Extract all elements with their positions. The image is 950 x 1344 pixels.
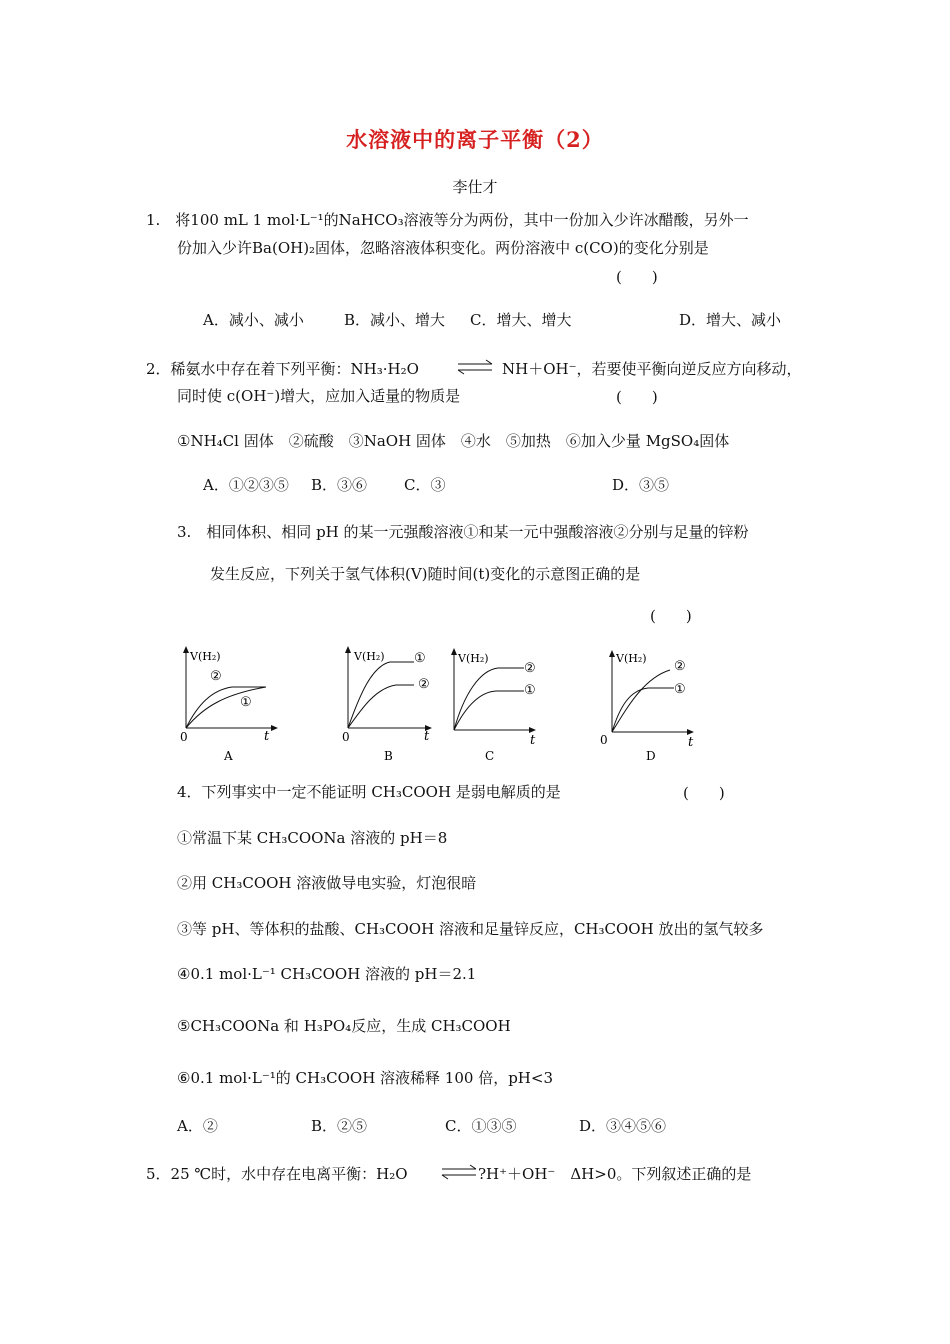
q1-answer-paren: ( ) (616, 268, 658, 286)
q2-items: ①NH₄Cl 固体 ②硫酸 ③NaOH 固体 ④水 ⑤加热 ⑥加入少量 MgSO₄固体 (177, 432, 730, 450)
q4-option-d: D．③④⑤⑥ (579, 1117, 667, 1135)
q4-statement-3: ③等 pH、等体积的盐酸、CH₃COOH 溶液和足量锌反应，CH₃COOH 放出的氢气较多 (177, 920, 764, 938)
q1-option-b: B．减小、增大 (344, 311, 446, 329)
graph-c-ylabel: V(H₂) (458, 652, 489, 665)
graph-c-label: C (485, 749, 495, 763)
author: 李仕才 (452, 178, 498, 196)
q5-line-right: ?H⁺＋OH⁻ ΔH>0。下列叙述正确的是 (478, 1165, 752, 1183)
graph-b (330, 644, 440, 766)
q2-option-d: D．③⑤ (612, 476, 670, 494)
graph-b-label: B (384, 749, 393, 763)
q3-line1: 3. 相同体积、相同 pH 的某一元强酸溶液①和某一元中强酸溶液②分别与足量的锌粉 (177, 523, 749, 541)
q1-option-c: C．增大、增大 (470, 311, 572, 329)
q3-line2: 发生反应，下列关于氢气体积(V)随时间(t)变化的示意图正确的是 (210, 565, 641, 583)
graph-a-label: A (224, 749, 233, 763)
graph-d-curve-1 (612, 688, 674, 732)
q4-answer-paren: ( ) (683, 784, 725, 802)
graph-d-curve-label-2: ② (674, 659, 686, 674)
q2-answer-paren: ( ) (616, 388, 658, 406)
graph-c-curve-2 (454, 668, 524, 730)
q2-option-a: A．①②③⑤ (203, 476, 289, 494)
q2-option-b: B．③⑥ (311, 476, 368, 494)
graph-b-ylabel: V(H₂) (354, 650, 385, 663)
graph-a-ylabel: V(H₂) (190, 650, 221, 663)
graph-a (170, 644, 280, 766)
graph-c-curve-label-2: ② (524, 661, 536, 676)
graph-b-curve-label-1: ① (414, 651, 426, 666)
q4-option-c: C．①③⑤ (445, 1117, 517, 1135)
q4-stem: 4．下列事实中一定不能证明 CH₃COOH 是弱电解质的是 (177, 783, 561, 801)
graph-d-curve-2 (612, 670, 670, 732)
q4-statement-5: ⑤CH₃COONa 和 H₃PO₄反应，生成 CH₃COOH (177, 1017, 511, 1035)
graph-b-xlabel: t (424, 729, 430, 744)
graph-b-curve-1 (348, 662, 414, 728)
graph-d (598, 644, 708, 766)
graph-d-xlabel: t (688, 735, 694, 750)
graph-c-xlabel: t (530, 733, 536, 748)
q2-line1-left: 2．稀氨水中存在着下列平衡：NH₃·H₂O (146, 360, 419, 378)
equilibrium-arrow-icon (456, 356, 496, 378)
graph-a-curve-2 (186, 687, 266, 728)
graph-b-curve-label-2: ② (418, 677, 430, 692)
graph-a-xlabel: t (264, 729, 270, 744)
graph-d-origin: 0 (600, 733, 608, 747)
q3-answer-paren: ( ) (650, 607, 692, 625)
q4-statement-6: ⑥0.1 mol·L⁻¹的 CH₃COOH 溶液稀释 100 倍，pH<3 (177, 1069, 554, 1087)
graph-b-curve-2 (348, 685, 414, 728)
q4-option-a: A．② (177, 1117, 218, 1135)
q2-line1-right: NH＋OH⁻，若要使平衡向逆反应方向移动， (502, 360, 802, 378)
graph-a-curve-label-2: ② (210, 669, 222, 684)
graph-d-ylabel: V(H₂) (616, 652, 647, 665)
q4-statement-1: ①常温下某 CH₃COONa 溶液的 pH＝8 (177, 829, 448, 847)
q4-option-b: B．②⑤ (311, 1117, 368, 1135)
q1-line1: 1. 将100 mL 1 mol·L⁻¹的NaHCO₃溶液等分为两份，其中一份加入少许冰醋酸，另外一 (146, 211, 749, 229)
graph-a-curve-label-1: ① (240, 695, 252, 710)
graph-a-origin: 0 (180, 730, 188, 744)
q4-statement-2: ②用 CH₃COOH 溶液做导电实验，灯泡很暗 (177, 874, 477, 892)
graph-d-curve-label-1: ① (674, 682, 686, 697)
q4-statement-4: ④0.1 mol·L⁻¹ CH₃COOH 溶液的 pH＝2.1 (177, 965, 477, 983)
q1-option-a: A．减小、减小 (203, 311, 304, 329)
page-title: 水溶液中的离子平衡（2） (346, 127, 604, 152)
q5-line-left: 5．25 ℃时，水中存在电离平衡：H₂O (146, 1165, 408, 1183)
equilibrium-arrow-icon (440, 1161, 480, 1183)
graph-a-curve-1 (186, 687, 266, 728)
graph-d-label: D (646, 749, 656, 763)
graph-c-curve-label-1: ① (524, 683, 536, 698)
graph-b-origin: 0 (342, 730, 350, 744)
q2-line2: 同时使 c(OH⁻)增大，应加入适量的物质是 (177, 387, 461, 405)
q1-option-d: D．增大、减小 (679, 311, 782, 329)
graph-c (440, 644, 550, 766)
graph-c-curve-1 (454, 691, 524, 730)
q1-line2: 份加入少许Ba(OH)₂固体，忽略溶液体积变化。两份溶液中 c(CO)的变化分别是 (177, 239, 709, 257)
q2-option-c: C．③ (404, 476, 446, 494)
